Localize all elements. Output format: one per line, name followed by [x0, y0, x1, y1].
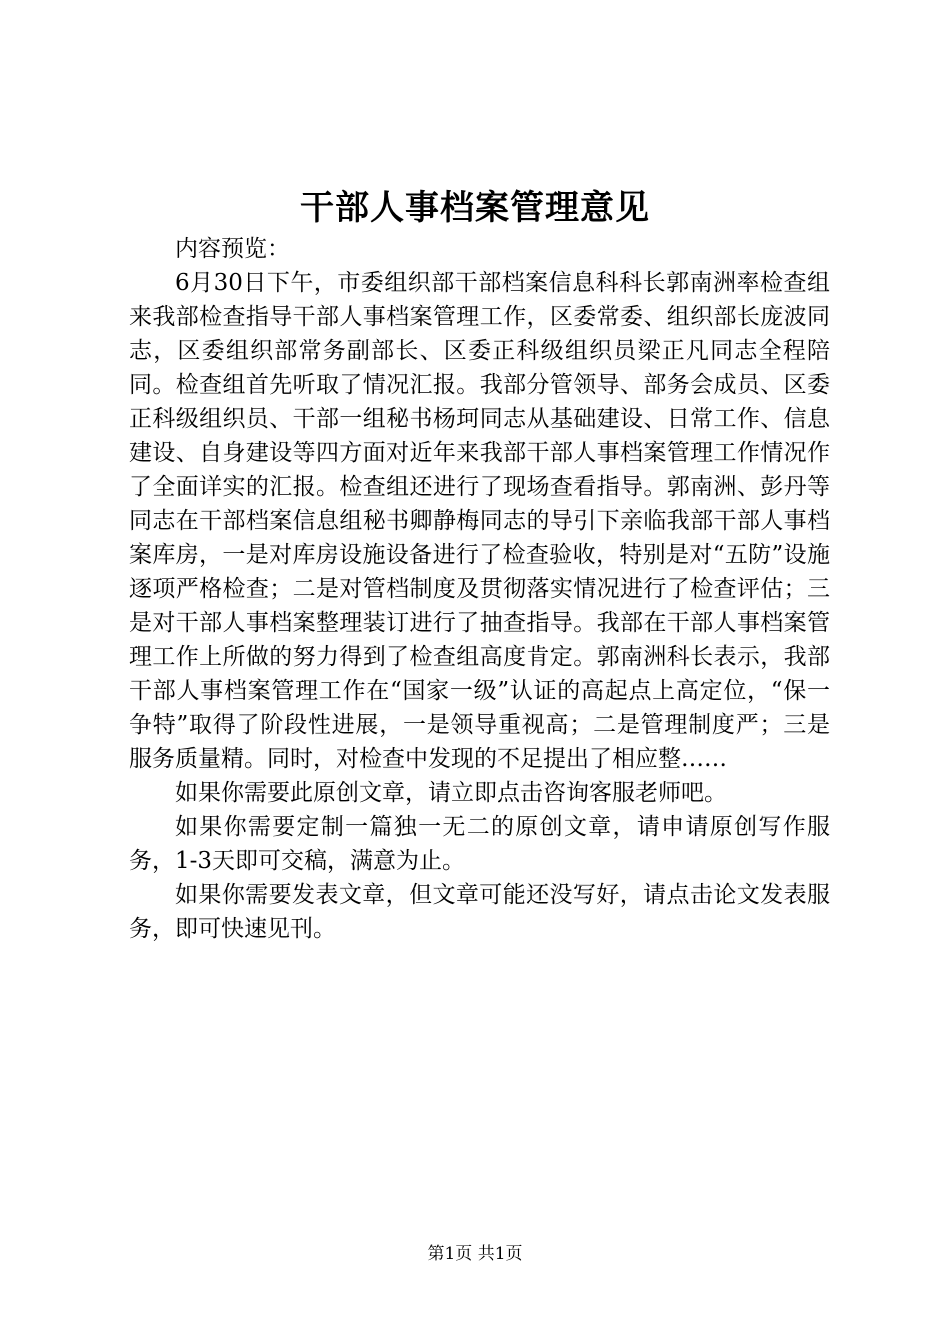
paragraph-publish: 如果你需要发表文章，但文章可能还没写好，请点击论文发表服务，即可快速见刊。: [129, 882, 830, 942]
preview-label: 内容预览：: [175, 236, 290, 262]
document-title: 干部人事档案管理意见: [300, 188, 650, 228]
document-body: [129, 232, 830, 946]
paragraph-consult: 如果你需要此原创文章，请立即点击咨询客服老师吧。: [175, 780, 727, 806]
paragraph-summary: 6月30日下午，市委组织部干部档案信息科科长郭南洲率检查组来我部检查指导干部人事档案管理工作，区委常委、组织部长庞波同志，区委组织部常务副部长、区委正科级组织员梁正凡同志全程陪同。检查组首先听取了情况汇报。我部分管领导、部务会成员、区委正科级组织员、干部一组秘书杨珂同志从基础建设、日常工作、信息建设、自身建设等四方面对近年来我部干部人事档案管理工作情况作了全面详实的汇报。检查组还进行了现场查看指导。郭南洲、彭丹等同志在干部档案信息组秘书卿静梅同志的导引下亲临我部干部人事档案库房，一是对库房设施设备进行了检查验收，特别是对“五防”设施逐项严格检查；二是对管档制度及贯彻落实情况进行了检查评估；三是对干部人事档案整理装订进行了抽查指导。我部在干部人事档案管理工作上所做的努力得到了检查组高度肯定。郭南洲科长表示，我部干部人事档案管理工作在“国家一级”认证的高起点上高定位，“保一争特”取得了阶段性进展，一是领导重视高；二是管理制度严；三是服务质量精。同时，对检查中发现的不足提出了相应整……: [129, 270, 830, 772]
page-number-footer: 第1页 共1页: [427, 1244, 523, 1264]
paragraph-custom-writing: 如果你需要定制一篇独一无二的原创文章，请申请原创写作服务，1-3天即可交稿，满意为止。: [129, 814, 830, 874]
